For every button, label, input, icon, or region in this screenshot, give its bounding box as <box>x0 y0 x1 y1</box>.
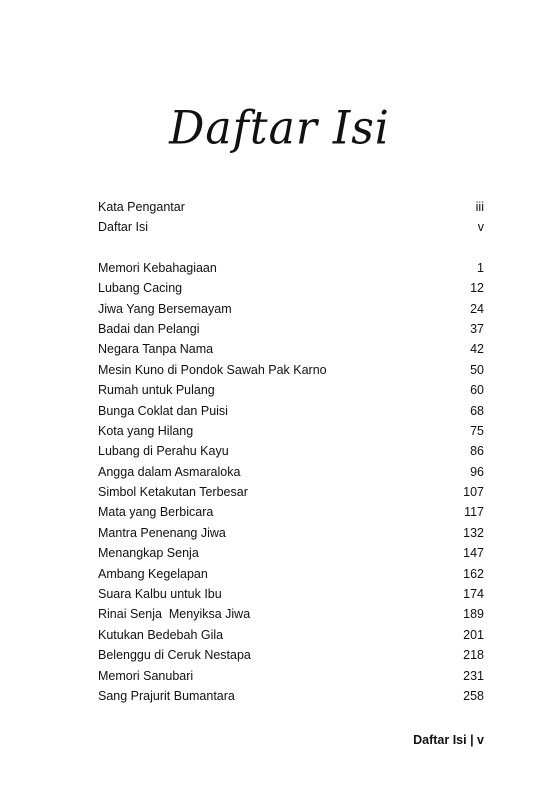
toc-entry-page-number: 50 <box>470 362 484 377</box>
toc-entry-title: Badai dan Pelangi <box>98 321 200 336</box>
chapter-list <box>98 258 484 707</box>
toc-entry-page-number: 258 <box>463 688 484 703</box>
toc-entry-page-number: v <box>477 220 484 235</box>
toc-entry-title: Lubang Cacing <box>98 281 183 296</box>
toc-entry <box>98 625 484 645</box>
toc-entry <box>98 401 484 421</box>
toc-entry-page-number: 117 <box>464 505 484 520</box>
page-footer: Daftar Isi | v <box>413 733 484 747</box>
toc-entry-title: Jiwa Yang Bersemayam <box>98 301 232 316</box>
toc-entry <box>98 278 484 298</box>
toc-entry-page-number: 107 <box>463 485 484 500</box>
toc-entry <box>98 645 484 665</box>
toc-entry <box>98 319 484 339</box>
toc-entry <box>98 523 484 543</box>
toc-entry-page-number: 37 <box>470 321 484 336</box>
toc-entry-title: Rinai Senja Menyiksa Jiwa <box>98 607 251 622</box>
toc-entry-title: Memori Sanubari <box>98 668 194 683</box>
toc-entry-title: Negara Tanpa Nama <box>98 342 214 357</box>
toc-entry-page-number: 189 <box>463 607 484 622</box>
toc-entry-page-number: 162 <box>463 566 484 581</box>
toc-entry <box>98 686 484 706</box>
toc-entry-page-number: 201 <box>463 627 484 642</box>
toc-entry-page-number: 231 <box>463 668 484 683</box>
toc-entry-page-number: 174 <box>463 587 484 602</box>
toc-entry-title: Sang Prajurit Bumantara <box>98 688 235 703</box>
toc-entry-title: Ambang Kegelapan <box>98 566 208 581</box>
toc-entry-title: Kota yang Hilang <box>98 423 194 438</box>
toc-entry-title: Lubang di Perahu Kayu <box>98 444 229 459</box>
toc-entry <box>98 197 484 217</box>
toc-entry <box>98 299 484 319</box>
toc-entry <box>98 217 484 237</box>
toc-entry-page-number: 24 <box>470 301 484 316</box>
toc-entry-title: Menangkap Senja <box>98 546 199 561</box>
toc-entry-page-number: 147 <box>463 546 484 561</box>
toc-entry-title: Memori Kebahagiaan <box>98 260 217 275</box>
front-matter-list <box>98 197 484 238</box>
toc-entry-title: Kata Pengantar <box>98 200 185 214</box>
toc-entry-page-number: 96 <box>470 464 484 479</box>
toc-entry-title: Mata yang Berbicara <box>98 505 214 520</box>
toc-entry-page-number: 86 <box>470 444 484 459</box>
toc-entry-title: Simbol Ketakutan Terbesar <box>98 485 248 500</box>
table-of-contents <box>98 197 484 706</box>
toc-entry-page-number: 1 <box>477 260 484 275</box>
section-gap <box>98 238 484 258</box>
toc-entry <box>98 564 484 584</box>
toc-entry <box>98 543 484 563</box>
toc-entry-page-number: 42 <box>470 342 484 357</box>
page-title: Daftar Isi <box>169 102 390 156</box>
toc-entry <box>98 380 484 400</box>
toc-entry-page-number: 60 <box>470 383 484 398</box>
toc-entry <box>98 441 484 461</box>
toc-entry <box>98 584 484 604</box>
toc-entry-page-number: 12 <box>470 281 484 296</box>
toc-entry-title: Mantra Penenang Jiwa <box>98 525 226 540</box>
toc-entry-title: Kutukan Bedebah Gila <box>98 627 224 642</box>
toc-entry-title: Mesin Kuno di Pondok Sawah Pak Karno <box>98 362 327 377</box>
toc-entry-title: Angga dalam Asmaraloka <box>98 464 241 479</box>
toc-entry <box>98 360 484 380</box>
toc-entry-title: Suara Kalbu untuk Ibu <box>98 587 222 602</box>
toc-entry <box>98 421 484 441</box>
toc-entry-title: Belenggu di Ceruk Nestapa <box>98 648 251 663</box>
toc-entry <box>98 482 484 502</box>
toc-entry-page-number: iii <box>475 200 484 214</box>
toc-entry-page-number: 75 <box>470 423 484 438</box>
toc-entry <box>98 502 484 522</box>
toc-entry <box>98 258 484 278</box>
toc-entry-page-number: 68 <box>470 403 484 418</box>
toc-entry <box>98 604 484 624</box>
toc-entry <box>98 339 484 359</box>
toc-entry-page-number: 218 <box>463 648 484 663</box>
toc-entry-page-number: 132 <box>463 525 484 540</box>
toc-entry-title: Daftar Isi <box>98 220 149 235</box>
toc-entry-title: Bunga Coklat dan Puisi <box>98 403 228 418</box>
toc-entry <box>98 462 484 482</box>
toc-entry <box>98 666 484 686</box>
toc-entry-title: Rumah untuk Pulang <box>98 383 215 398</box>
